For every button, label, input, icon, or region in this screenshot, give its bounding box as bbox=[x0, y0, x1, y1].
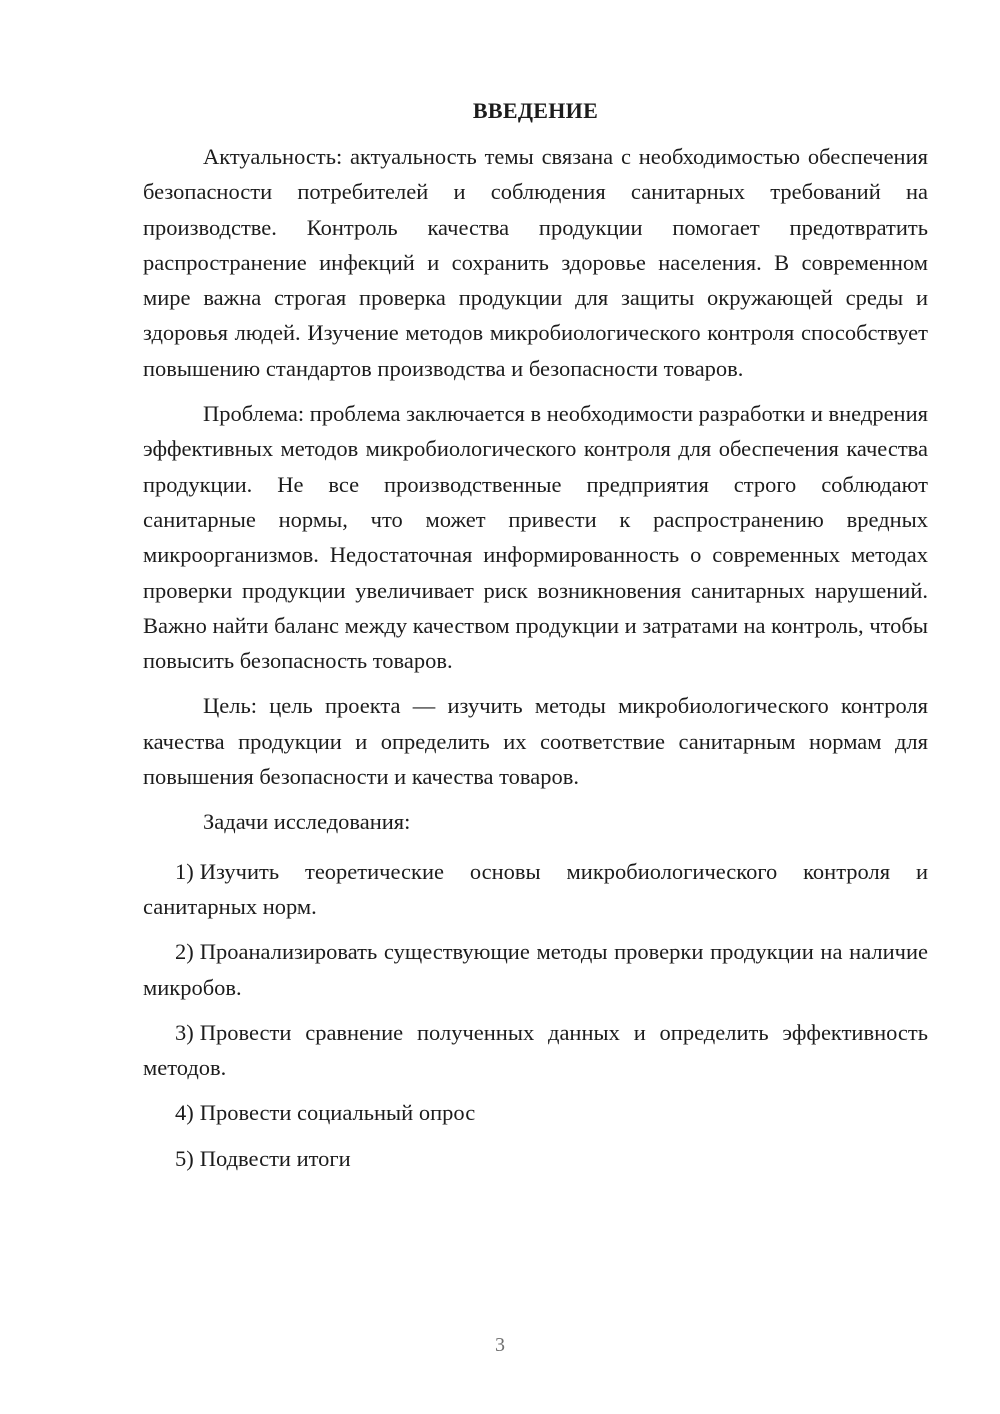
task-text: Провести сравнение полученных данных и определить эффективность методов. bbox=[143, 1019, 928, 1081]
page-title: ВВЕДЕНИЕ bbox=[472, 98, 599, 123]
task-text: Подвести итоги bbox=[199, 1145, 351, 1171]
task-text: Проанализировать существующие методы проверки продукции на наличие микробов. bbox=[143, 939, 928, 1000]
tasks-list bbox=[143, 854, 928, 1176]
task-number: 4) bbox=[175, 1100, 194, 1126]
task-item bbox=[143, 1141, 928, 1176]
task-item bbox=[143, 854, 928, 925]
page-number: 3 bbox=[495, 1334, 505, 1356]
task-number: 3) bbox=[175, 1019, 194, 1045]
task-number: 2) bbox=[175, 939, 194, 965]
task-item bbox=[143, 1015, 928, 1086]
page-content bbox=[143, 95, 928, 1186]
task-item bbox=[143, 1095, 928, 1130]
task-text: Провести социальный опрос bbox=[199, 1100, 476, 1126]
paragraph-goal: Цель: цель проекта — изучить методы микробиологического контроля качества продукции и определить их соответствие санитарным нормам для повышения безопасности и качества товаров. bbox=[143, 693, 928, 790]
tasks-heading: Задачи исследования: bbox=[203, 809, 411, 835]
paragraph-problem: Проблема: проблема заключается в необходимости разработки и внедрения эффективных методов микробиологического контроля для обеспечения качества продукции. Не все производственные предприятия строго соблюдают санитарные нормы, что может привести к распространению вредных микроорганизмов. Недостаточная информированность о современных методах проверки продукции увеличивает риск возникновения санитарных нарушений. Важно найти баланс между качеством продукции и затратами на контроль, чтобы повысить безопасность товаров. bbox=[143, 401, 928, 674]
paragraph-relevance: Актуальность: актуальность темы связана с необходимостью обеспечения безопасности потребителей и соблюдения санитарных требований на производстве. Контроль качества продукции помогает предотвратить распространение инфекций и сохранить здоровье населения. В современном мире важна строгая проверка продукции для защиты окружающей среды и здоровья людей. Изучение методов микробиологического контроля способствует повышению стандартов производства и безопасности товаров. bbox=[143, 144, 928, 381]
task-text: Изучить теоретические основы микробиологического контроля и санитарных норм. bbox=[143, 858, 928, 919]
task-item bbox=[143, 934, 928, 1005]
task-number: 5) bbox=[175, 1145, 194, 1171]
task-number: 1) bbox=[175, 858, 194, 884]
